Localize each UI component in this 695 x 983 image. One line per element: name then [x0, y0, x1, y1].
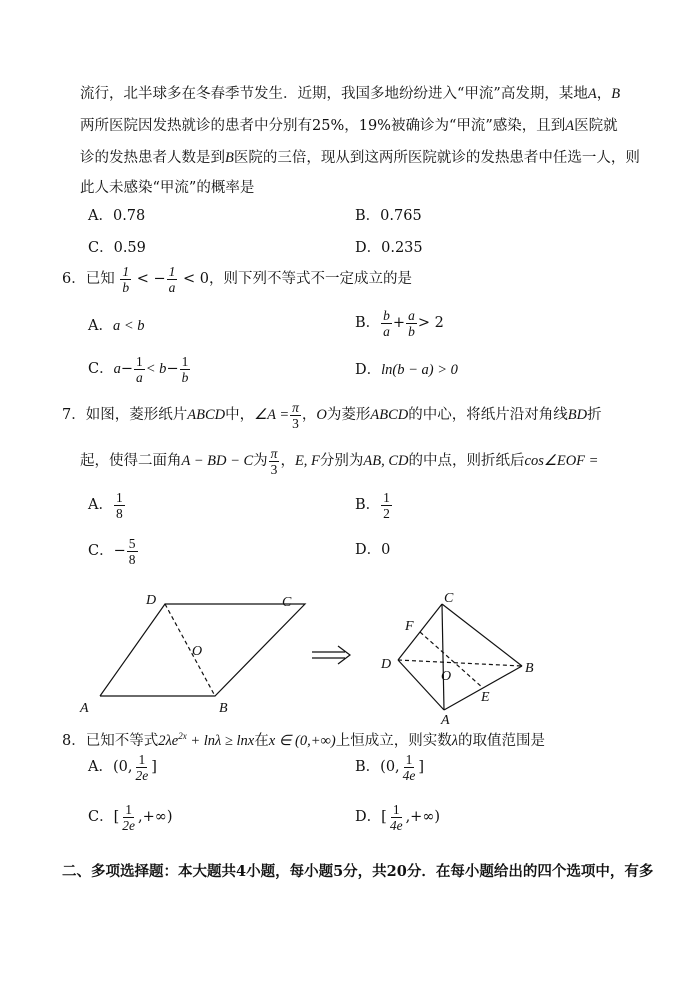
label-B-right: B: [525, 661, 534, 676]
q7-figure: [0, 588, 695, 728]
label-B-left: B: [219, 701, 228, 716]
q7-stem-line-2: 起，使得二面角A − BD − C为 $\frac{\pi}{3}$ ，E, F分别为AB, CD的中点，则折纸后cos∠EOF =: [80, 445, 599, 477]
label-E-right: E: [481, 690, 490, 705]
q6-option-a[interactable]: A．a < b: [88, 318, 145, 334]
q5-option-c[interactable]: C．0.59: [88, 240, 146, 256]
q7-option-c[interactable]: C．− $\frac{5}{8}$: [88, 535, 136, 567]
rhombus-figure: [79, 593, 305, 716]
q7-option-a[interactable]: A． $\frac{1}{8}$: [88, 489, 123, 521]
q5-line-3: 诊的发热患者人数是到B医院的三倍，现从到这两所医院就诊的发热患者中任选一人，则: [80, 150, 640, 166]
label-O-right: O: [441, 669, 452, 684]
folded-figure: [380, 591, 534, 728]
q8-option-a[interactable]: A．(0, $\frac{1}{2e}$ ]: [88, 751, 157, 783]
q7-option-b[interactable]: B． $\frac{1}{2}$: [355, 489, 390, 521]
q5-line-4: 此人未感染“甲流”的概率是: [80, 180, 255, 196]
q8-option-c[interactable]: C．[ $\frac{1}{2e}$ ,+∞): [88, 801, 173, 833]
q5-option-a[interactable]: A．0.78: [88, 208, 146, 224]
q6-option-c[interactable]: C．a− $\frac{1}{a}$ < b− $\frac{1}{b}$: [88, 353, 189, 385]
q5-line-2: 两所医院因发热就诊的患者中分别有25%，19%被确诊为“甲流”感染，且到A医院就: [80, 118, 618, 134]
q8-option-b[interactable]: B．(0, $\frac{1}{4e}$ ]: [355, 751, 425, 783]
q6-fraction-1-over-b: $\frac{1}{b}$: [122, 263, 130, 295]
q5-option-d[interactable]: D．0.235: [355, 240, 423, 256]
label-D-left: D: [146, 593, 157, 608]
label-A-left: A: [80, 701, 89, 716]
label-C-left: C: [282, 595, 292, 610]
label-A-right: A: [441, 713, 450, 728]
double-arrow-icon: [312, 646, 350, 664]
label-C-right: C: [444, 591, 454, 606]
label-F-right: F: [405, 619, 414, 634]
q8-option-d[interactable]: D．[ $\frac{1}{4e}$ ,+∞): [355, 801, 441, 833]
q8-stem: 8．已知不等式$2\lambda e^{2x} + \ln\lambda \ge \ln x$在x ∈ (0,+∞)上恒成立，则实数λ的取值范围是: [62, 731, 545, 749]
q6-fraction-1-over-a: $\frac{1}{a}$: [168, 263, 176, 295]
q7-option-d[interactable]: D．0: [355, 542, 391, 558]
q5-line-1: 流行，北半球多在冬春季节发生．近期，我国多地纷纷进入“甲流”高发期，某地A，B: [80, 86, 621, 102]
label-D-right: D: [381, 657, 392, 672]
q7-stem-line-1: 7．如图，菱形纸片ABCD中，∠A = $\frac{\pi}{3}$ ，O为菱形ABCD的中心，将纸片沿对角线BD折: [62, 399, 602, 431]
section-2-heading: 二、多项选择题：本大题共4小题，每小题5分，共20分．在每小题给出的四个选项中，有多: [62, 863, 654, 880]
label-O-left: O: [192, 644, 203, 659]
q5-option-b[interactable]: B．0.765: [355, 208, 422, 224]
q6-option-d[interactable]: D．ln(b − a) > 0: [355, 362, 458, 378]
q6-option-b[interactable]: B． $\frac{b}{a}$ + $\frac{a}{b}$ > 2: [355, 307, 444, 339]
q6-stem: 6．已知 $\frac{1}{b}$ < − $\frac{1}{a}$ < 0，则下列不等式不一定成立的是: [62, 263, 412, 295]
